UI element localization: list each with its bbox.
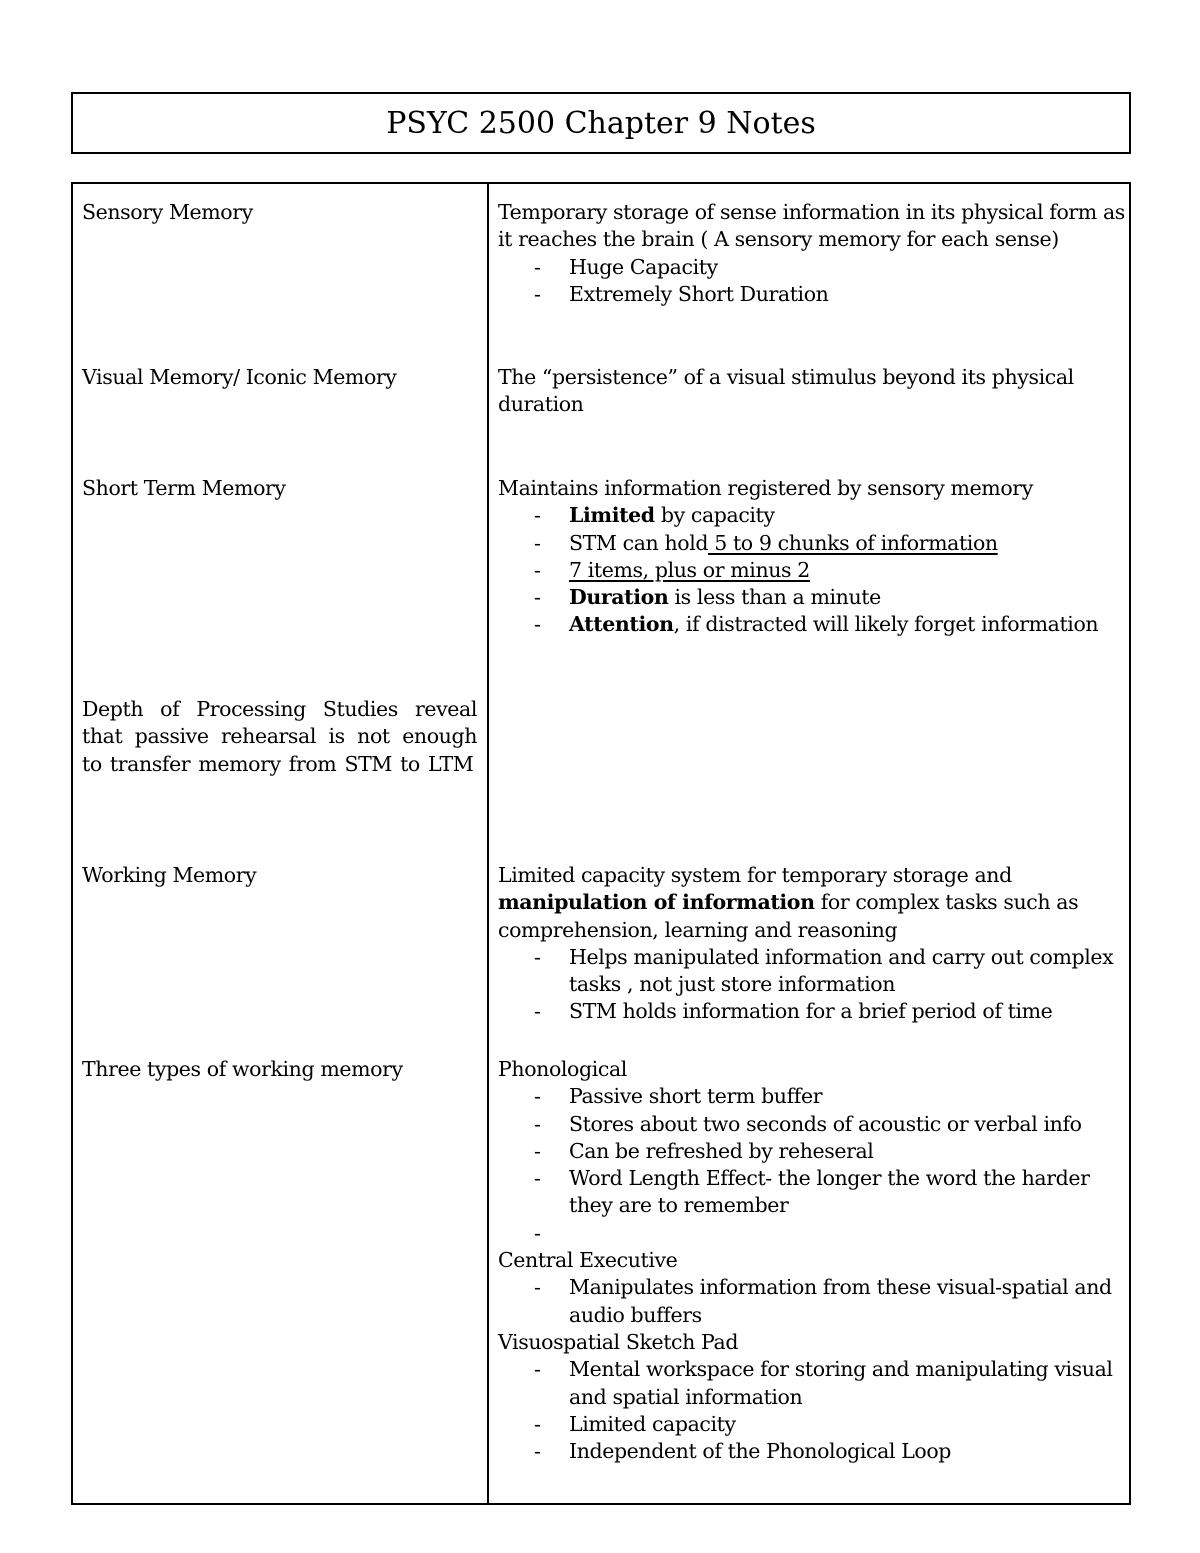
- list-item: - Limited by capacity: [534, 503, 775, 528]
- page-title: PSYC 2500 Chapter 9 Notes: [386, 105, 816, 141]
- def-text: Maintains information registered by sensory memory: [498, 476, 1033, 500]
- list-item: - Duration is less than a minute: [534, 585, 881, 610]
- term-sensory-memory: Sensory Memory: [82, 200, 253, 224]
- column-divider: [487, 184, 489, 1503]
- list-item: - Huge Capacity: [534, 254, 718, 279]
- list-item: -: [534, 1220, 541, 1245]
- list-item: - 7 items, plus or minus 2: [534, 557, 810, 582]
- list-item: - Passive short term buffer: [534, 1084, 823, 1109]
- def-short-term-memory: [498, 475, 1128, 639]
- term-working-memory: Working Memory: [82, 863, 257, 887]
- subheading-phonological: Phonological: [498, 1057, 627, 1081]
- def-text: Limited capacity system for temporary storage and manipulation of information for complex tasks such as comprehension, learning and reasoning: [498, 863, 1079, 942]
- bullet-list: [498, 502, 1128, 638]
- list-item: - Can be refreshed by reheseral: [534, 1138, 874, 1163]
- subheading-visuospatial: Visuospatial Sketch Pad: [498, 1329, 739, 1354]
- bullet-list: [498, 1083, 1128, 1247]
- term-short-term-memory: Short Term Memory: [82, 476, 286, 500]
- list-item: - Mental workspace for storing and manipulating visual and spatial information: [534, 1357, 1113, 1409]
- list-item: - STM holds information for a brief period of time: [534, 999, 1053, 1024]
- list-item: - Limited capacity: [534, 1411, 736, 1436]
- bullet-list: [498, 1356, 1128, 1465]
- term-visual-memory: Visual Memory/ Iconic Memory: [82, 365, 397, 389]
- bullet-list: [498, 944, 1128, 1026]
- notes-table: [71, 182, 1131, 1505]
- def-text: Temporary storage of sense information in its physical form as it reaches the brain ( A sensory memory for each sense): [498, 200, 1125, 252]
- list-item: - Attention, if distracted will likely forget information: [534, 612, 1099, 637]
- def-working-memory: [498, 862, 1128, 1026]
- list-item: - Stores about two seconds of acoustic or verbal info: [534, 1111, 1082, 1136]
- list-item: - Independent of the Phonological Loop: [534, 1439, 952, 1464]
- list-item: - Word Length Effect- the longer the word the harder they are to remember: [534, 1166, 1090, 1218]
- list-item: - Manipulates information from these visual-spatial and audio buffers: [534, 1275, 1112, 1327]
- term-three-types: Three types of working memory: [82, 1057, 403, 1081]
- def-visual-memory: [498, 364, 1128, 419]
- title-box: [71, 92, 1131, 154]
- list-item: - STM can hold 5 to 9 chunks of information: [534, 530, 998, 555]
- def-sensory-memory: [498, 199, 1128, 308]
- subheading-central-executive: Central Executive: [498, 1248, 678, 1273]
- bullet-list: [498, 1274, 1128, 1329]
- def-text: The “persistence” of a visual stimulus beyond its physical duration: [498, 365, 1074, 417]
- bullet-list: [498, 254, 1128, 309]
- list-item: - Extremely Short Duration: [534, 281, 829, 306]
- def-three-types: [498, 1056, 1128, 1465]
- term-depth-of-processing: Depth of Processing Studies reveal that passive rehearsal is not enough to transfer memory from STM to LTM: [82, 697, 477, 776]
- list-item: - Helps manipulated information and carry out complex tasks , not just store information: [534, 944, 1114, 997]
